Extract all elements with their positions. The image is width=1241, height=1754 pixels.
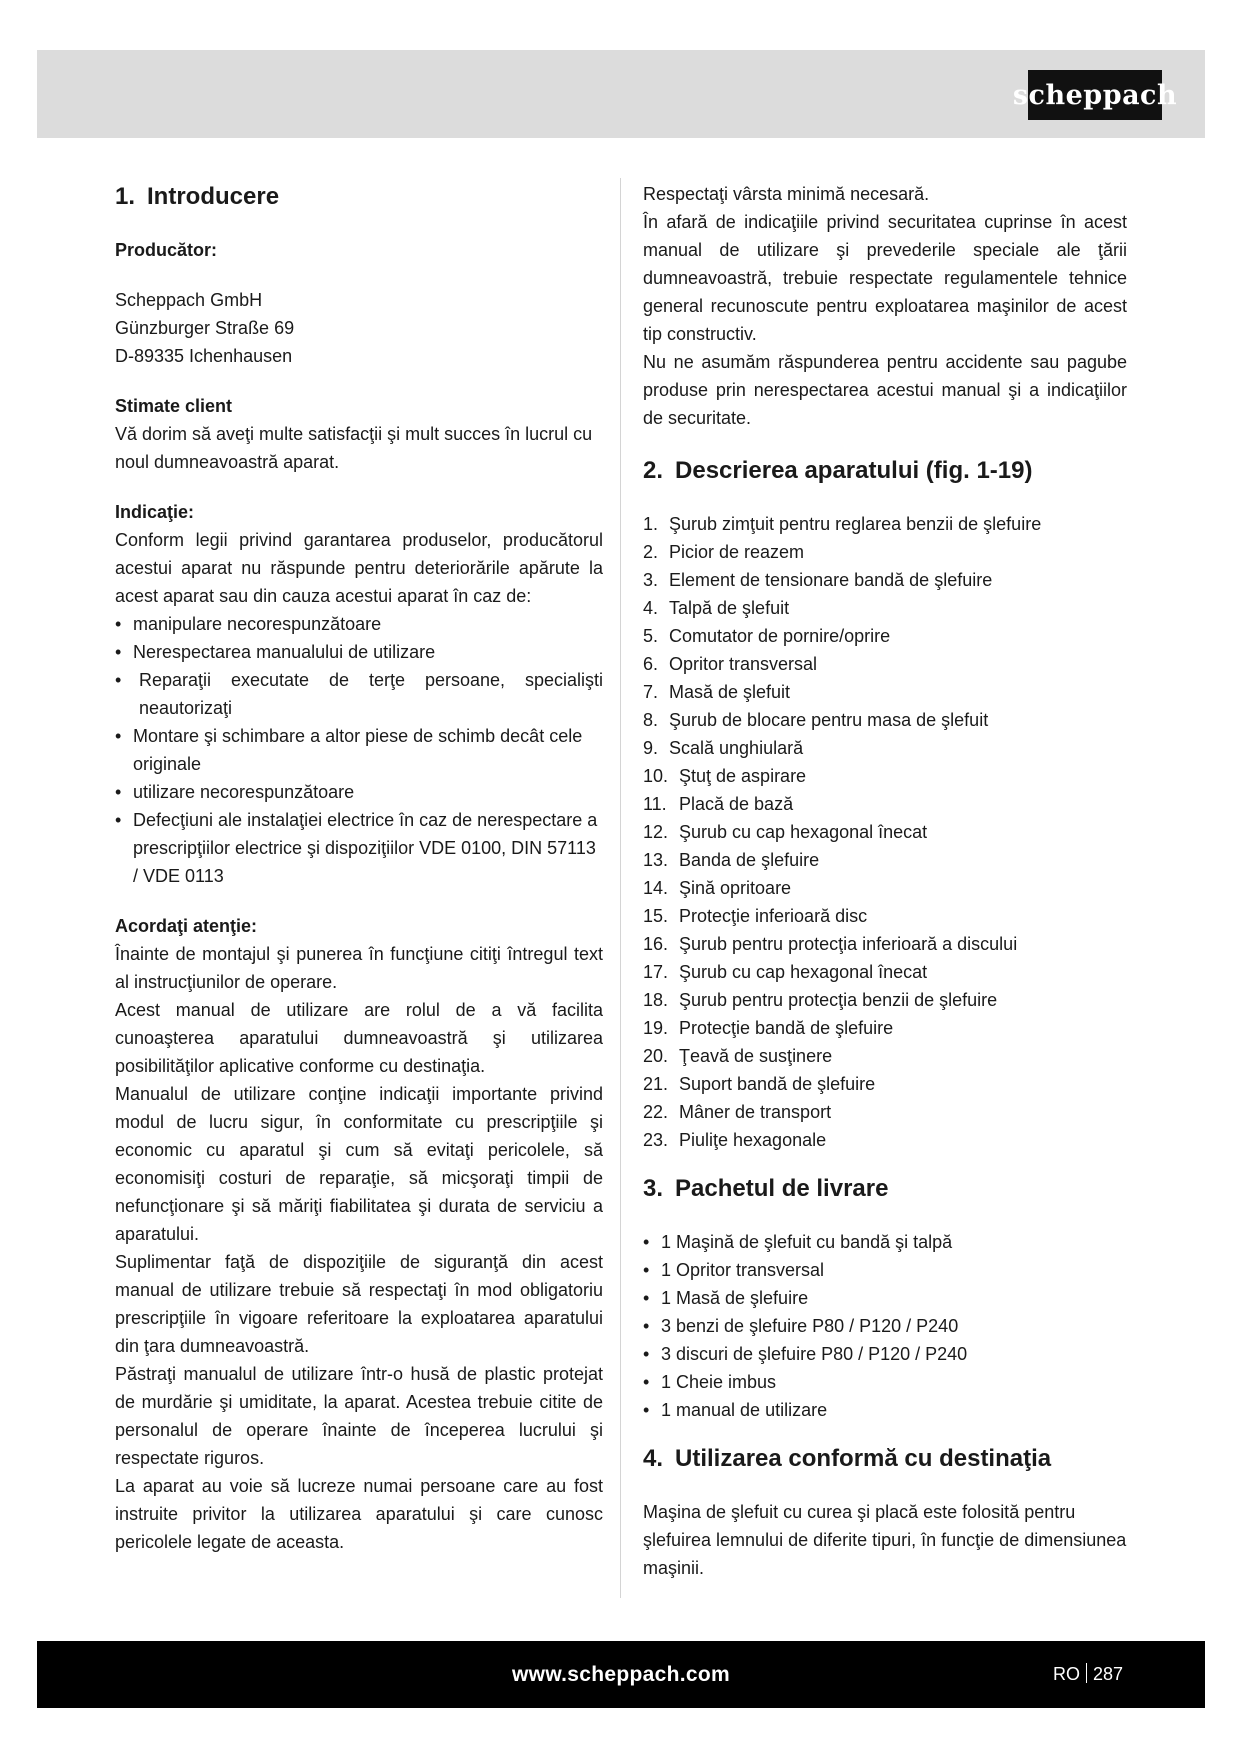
left-column (115, 180, 603, 1556)
list-item: 2. Picior de reazem (643, 542, 805, 562)
list-item: 14. Şină opritoare (643, 878, 792, 898)
list-item: • 1 Opritor transversal (643, 1260, 825, 1280)
brand-logo: scheppach (1028, 70, 1162, 120)
address-line: Günzburger Straße 69 (115, 318, 295, 338)
list-item: 18. Şurub pentru protecţia benzii de şlefuire (643, 990, 998, 1010)
list-item: 8. Şurub de blocare pentru masa de şlefuit (643, 710, 989, 730)
list-item: 9. Scală unghiulară (643, 738, 804, 758)
attention-paragraph: Păstraţi manualul de utilizare într-o husă de plastic protejat de murdărie şi umiditate, la aparat. Acestea trebuie citite de personalul de operare înainte de începerea lucrului şi respectate riguros. (115, 1364, 603, 1468)
list-item: • manipulare necorespunzătoare (115, 614, 382, 634)
liability-text: Nu ne asumăm răspunderea pentru accidente sau pagube produse prin nerespectarea acestui manual şi a indicaţiilor de securitate. (643, 352, 1127, 428)
separator (1086, 1663, 1087, 1683)
list-item: 5. Comutator de pornire/oprire (643, 626, 891, 646)
list-item: 7. Masă de şlefuit (643, 682, 791, 702)
note-text: Conform legii privind garantarea produselor, producătorul acestui aparat nu răspunde pentru deteriorările apărute la acest aparat sau din cauza acestui aparat în caz de: (115, 530, 603, 606)
parts-list (643, 510, 1127, 1154)
list-item: 13. Banda de şlefuire (643, 850, 820, 870)
safety-regulations-text: În afară de indicaţiile privind securitatea cuprinse în acest manual de utilizare şi prevederile speciale ale ţării dumneavoastră, trebuie respectate regulamentele tehnice general recunoscute pentru exploatarea maşinilor de acest tip constructiv. (643, 212, 1127, 344)
list-item: 10. Ştuţ de aspirare (643, 766, 807, 786)
list-item: 23. Piuliţe hexagonale (643, 1130, 827, 1150)
dear-client-label: Stimate client (115, 396, 233, 416)
list-item: • utilizare necorespunzătoare (115, 782, 355, 802)
attention-paragraph: Manualul de utilizare conţine indicaţii importante privind modul de lucru sigur, în conformitate cu prescripţiile şi economic cu aparatul şi cum să evitaţi pericolele, să economisiţi costuri de reparaţie, să micşoraţi timpii de nefuncţionare şi să măriţi fiabilitatea şi durata de serviciu a aparatului. (115, 1084, 603, 1244)
list-item: 12. Şurub cu cap hexagonal înecat (643, 822, 928, 842)
note-label: Indicaţie: (115, 502, 195, 522)
list-item: 11. Placă de bază (643, 794, 794, 814)
dear-client-text: Vă dorim să aveţi multe satisfacţii şi mult succes în lucrul cu noul dumneavoastră aparat. (115, 424, 593, 472)
list-item: 20. Ţeavă de susţinere (643, 1046, 833, 1066)
list-item: • Nerespectarea manualului de utilizare (115, 642, 436, 662)
address-line: Scheppach GmbH (115, 290, 263, 310)
page-number: 287 (1092, 1664, 1123, 1684)
list-item: • 3 discuri de şlefuire P80 / P120 / P240 (643, 1344, 968, 1364)
producer-label: Producător: (115, 240, 218, 260)
list-item: • 1 Maşină de şlefuit cu bandă şi talpă (643, 1232, 953, 1252)
attention-paragraph: La aparat au voie să lucreze numai persoane care au fost instruite privitor la utilizarea aparatului şi care cunosc pericolele legate de aceasta. (115, 1476, 603, 1552)
list-item: 3. Element de tensionare bandă de şlefuire (643, 570, 993, 590)
language-code: RO (1052, 1664, 1080, 1684)
package-contents-list (643, 1228, 1127, 1424)
list-item: 16. Şurub pentru protecţia inferioară a discului (643, 934, 1018, 954)
list-item: 17. Şurub cu cap hexagonal înecat (643, 962, 928, 982)
attention-paragraph: Înainte de montajul şi punerea în funcţiune citiţi întregul text al instrucţiunilor de operare. (115, 944, 603, 992)
list-item: 19. Protecţie bandă de şlefuire (643, 1018, 894, 1038)
liability-exclusions-list (115, 610, 603, 890)
column-divider (620, 178, 621, 1598)
manufacturer-address (115, 286, 603, 370)
right-column (643, 180, 1127, 1582)
address-line: D-89335 Ichenhausen (115, 346, 293, 366)
list-item: 6. Opritor transversal (643, 654, 818, 674)
list-item: • 3 benzi de şlefuire P80 / P120 / P240 (643, 1316, 959, 1336)
list-item: 21. Suport bandă de şlefuire (643, 1074, 876, 1094)
section-pachet-heading: 3. Pachetul de livrare (643, 1175, 889, 1202)
attention-paragraph: Suplimentar faţă de dispoziţiile de siguranţă din acest manual de utilizare trebuie să respectaţi în mod obligatoriu prescripţiile în vigoare referitoare la exploatarea aparatului din ţara dumneavoastră. (115, 1252, 603, 1356)
footer-band (37, 1641, 1205, 1708)
list-item: 4. Talpă de şlefuit (643, 598, 790, 618)
section-descriere-heading: 2. Descrierea aparatului (fig. 1-19) (643, 457, 1033, 484)
header-band (37, 50, 1205, 138)
list-item: • 1 Masă de şlefuire (643, 1288, 809, 1308)
list-item: 15. Protecţie inferioară disc (643, 906, 868, 926)
website-link[interactable]: www.scheppach.com (512, 1663, 730, 1686)
page-indicator (1053, 1641, 1123, 1708)
list-item: • Defecţiuni ale instalaţiei electrice în caz de nerespectare a prescripţiilor electrice şi dispoziţiilor VDE 0100, DIN 57113 / VDE 0113 (115, 810, 598, 886)
section-utilizare-heading: 4. Utilizarea conformă cu destinaţia (643, 1445, 1052, 1472)
intended-use-text: Maşina de şlefuit cu curea şi placă este folosită pentru şlefuirea lemnului de diferite tipuri, în funcţie de dimensiunea maşinii. (643, 1502, 1127, 1578)
attention-label: Acordaţi atenţie: (115, 916, 258, 936)
list-item: • Montare şi schimbare a altor piese de schimb decât cele originale (115, 726, 583, 774)
list-item: 1. Şurub zimţuit pentru reglarea benzii de şlefuire (643, 514, 1042, 534)
list-item: • 1 manual de utilizare (643, 1400, 828, 1420)
list-item: • Reparaţii executate de terţe persoane, specialişti neautorizaţi (115, 670, 603, 718)
min-age-text: Respectaţi vârsta minimă necesară. (643, 184, 930, 204)
list-item: • 1 Cheie imbus (643, 1372, 777, 1392)
attention-paragraph: Acest manual de utilizare are rolul de a vă facilita cunoaşterea aparatului dumneavoastră şi utilizarea posibilităţilor aplicative conforme cu destinaţia. (115, 1000, 603, 1076)
section-introducere-heading: 1. Introducere (115, 183, 280, 210)
list-item: 22. Mâner de transport (643, 1102, 832, 1122)
